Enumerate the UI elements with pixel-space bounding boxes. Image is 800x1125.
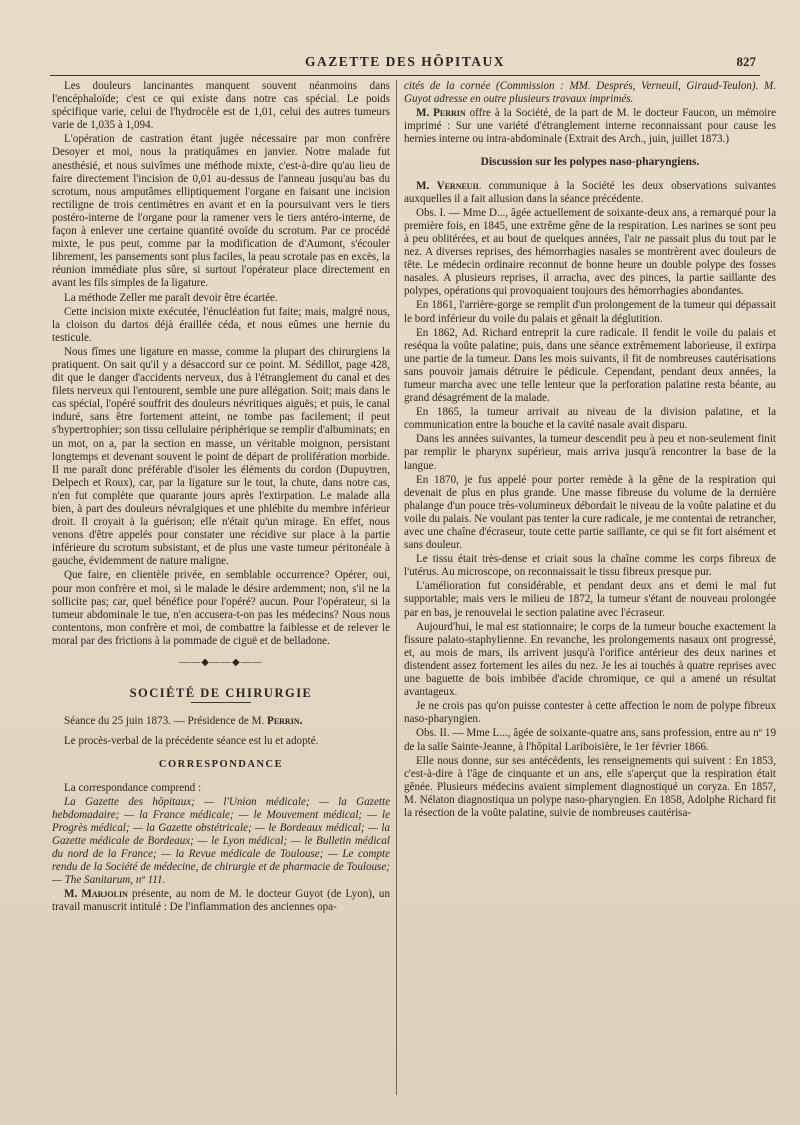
paragraph: Le procès-verbal de la précédente séance est lu et adopté. — [64, 735, 319, 748]
speaker-name: M. Perrin — [416, 107, 466, 120]
president-name: Perrin. — [267, 715, 303, 728]
paragraph: Cette incision mixte exécutée, l'énucléation fut faite; mais, malgré nous, la cloison du dartos déjà éraillée céda, et nous eûmes une hernie du testicule. — [52, 305, 390, 344]
paragraph: Nous fîmes une ligature en masse, comme la plupart des chirurgiens la pratiquent. On sait qu'il y a désaccord sur ce point. M. Sédillot, page 428, dit que le danger d'accidents nerveux, dus à l'étranglement du canal et des filets nerveux qui l'entourent, semble une pure allégation. Soit; mais dans le cas spécial, l'opéré souffrit des douleurs névritiques aiguës; et puis, le canal induré, sans être fortement atteint, ne tombe pas facilement; il peut s'hypertrophier; son tissu cellulaire périphérique se remplir d'albuminats; en un mot, on a, par la section en masse, un véritable moignon, persistant longtemps et devenant souvent le point de départ de prolifération morbide. Il me paraît donc préférable d'isoler les éléments du cordon (Dupuytren, Delpech et Roux), car, par la ligature sur le tout, la chute, dans notre cas, n'en fut complète que quarante jours après l'extirpation. Le malade alla bien, à part des douleurs névralgiques et une phlébite du membre inférieur droit. Il croyait à la guérison; elle n'était qu'un mirage. En effet, nous venons d'être appelés pour constater une récidive sur place à la partie inférieure du scrotum subsistant, et de plus une vaste tumeur péritonéale à gauche, évidemment de nature maligne. — [52, 345, 390, 568]
paragraph: L'opération de castration étant jugée nécessaire par mon confrère Desoyer et moi, nous la pratiquâmes en janvier. Notre malade fut anesthésié, et nous suivîmes une méthode mixte, c'est-à-dire qu'au lieu de faire directement l'incision de 0,01 au-dessus de l'anneau jusqu'au bas du scrotum, nous amputâmes elliptiquement l'organe en faisant une incision rectiligne de trois centimètres en avant et en la poursuivant vers le tiers postéro-interne de l'organe pour la ramener vers le tiers antéro-interne, de façon à enlever une certaine quantité ovoïde du scrotum. Par ce procédé mixte, le pus peut, comme par la modification de d'Aumont, s'écouler librement, les pansements sont plus faciles, la peau scrotale pas en excès, la réunion immédiate plus sûre, si surtout l'opérateur place directement en avant les fils simples de la ligature. — [52, 133, 390, 290]
session-line — [52, 715, 390, 728]
paragraph: En 1865, la tumeur arrivait au niveau de la division palatine, et la communication entre la bouche et la cavité nasale avait disparu. — [404, 406, 776, 432]
paragraph: Obs. I. — Mme D..., âgée actuellement de soixante-deux ans, a remarqué pour la première fois, en 1845, une extrême gêne de la respiration. Les narines se sont peu à peu oblitérées, et au bout de quelques années, l'air ne passait plus du tout par le nez. A diverses reprises, des hémorrhagies nasales se montrèrent avec douleurs de tête. Le médecin ordinaire reconnut de bonne heure un double polype des fosses nasales. A plusieurs reprises, il arracha, avec des pinces, la partie saillante des polypes, opérations qui provoquaient toujours des hémorrhagies abondantes. — [404, 206, 776, 298]
title-rule — [191, 702, 251, 703]
speaker-text: offre à la Société, de la part de M. le docteur Faucon, un mémoire imprimé : Sur une variété d'étranglement interne reconnaissant pour cause les hernies interne ou intra-abdominale (Extrait des Arch., juin, juillet 1873.) — [404, 107, 776, 146]
journal-list: La Gazette des hôpitaux; — l'Union médicale; — la Gazette hebdomadaire; — la France médicale; — le Mouvement médical; — le Progrès médical; — la Gazette obstétricale; — le Bordeaux médical; — la Gazette médicale de Bordeaux; — le Lyon médical; — le Bulletin médical du nord de la France; — la Revue médicale de Toulouse; — Le compte rendu de la Société de médecine, de chirurgie et de pharmacie de Toulouse; — The Sanitarum, nº 111. — [52, 795, 390, 887]
speaker-text: communique à la Société les deux observations suivantes auxquelles il a fait allusion dans la séance précédente. — [404, 179, 776, 205]
paragraph: cités de la cornée (Commission : MM. Després, Verneuil, Giraud-Teulon). M. Guyot adresse en outre plusieurs travaux imprimés. — [404, 80, 776, 106]
left-column — [52, 80, 390, 1105]
header-rule — [50, 75, 760, 76]
paragraph: Le tissu était très-dense et criait sous la chaîne comme les corps fibreux de l'utérus. Au microscope, on reconnaissait le tissu fibreux presque pur. — [404, 553, 776, 579]
paragraph: En 1862, Ad. Richard entreprit la cure radicale. Il fendit le voile du palais et reséqua la voûte palatine; puis, dans une séance extrêmement laborieuse, il extirpa une partie de la tumeur. Dans les mois suivants, il fit de nombreuses cautérisations sans pouvoir jamais détruire le pédicule. Cependant, pendant deux années, la tumeur marcha avec une telle lenteur que la perforation palatine resta béante, au grand désagrément de la malade. — [404, 326, 776, 405]
speaker-text: présente, au nom de M. le docteur Guyot (de Lyon), un travail manuscrit intitulé : De l'inflammation des anciennes opa- — [52, 888, 390, 914]
discussion-title: Discussion sur les polypes naso-pharyngiens. — [480, 156, 700, 169]
paragraph: L'amélioration fut considérable, et pendant deux ans et demi le mal fut supportable; mais vers le milieu de 1872, la tumeur s'étant de nouveau prolongée par en bas, je renouvelai le section palatine avec l'écraseur. — [404, 580, 776, 619]
paragraph: Dans les années suivantes, la tumeur descendit peu à peu et non-seulement finit par remplir le pharynx supérieur, mais arriva jusqu'à rencontrer la base de la langue. — [404, 433, 776, 472]
paragraph — [404, 180, 776, 206]
page-header — [50, 50, 760, 76]
column-divider — [396, 80, 397, 1095]
section-title: SOCIÉTÉ DE CHIRURGIE — [129, 686, 313, 701]
paragraph: Aujourd'hui, le mal est stationnaire; le corps de la tumeur bouche exactement la fissure palato-staphylienne. En revanche, les prolongements nasaux ont progressé, et, au mois de mars, ils arrivent jusqu'à l'orifice antérieur des deux narines et distendent assez fortement les ailes du nez. Je les ai touchés à quatre reprises avec une baguette de bois imbibée d'acide chromique, ce qui a amené un résultat avantageux. — [404, 620, 776, 699]
paragraph: Les douleurs lancinantes manquent souvent néanmoins dans l'encéphaloïde; c'est ce qui existe dans notre cas spécial. Le poids spécifique varie, celui de l'hydrocèle est de 1,01, celui des autres tumeurs varie de 1,035 à 1,094. — [52, 80, 390, 132]
speaker-name: M. Marjolin — [64, 888, 128, 901]
right-column — [404, 80, 776, 1105]
paragraph: Je ne crois pas qu'on puisse contester à cette affection le nom de polype fibreux naso-pharyngien. — [404, 700, 776, 726]
paragraph: La méthode Zeller me paraît devoir être écartée. — [64, 291, 278, 304]
subsection-title: CORRESPONDANCE — [158, 759, 284, 771]
paragraph: Obs. II. — Mme L..., âgée de soixante-quatre ans, sans profession, entre au nº 19 de la salle Sainte-Jeanne, à l'hôpital Lariboisière, le 1er février 1866. — [404, 727, 776, 753]
session-text: Séance du 25 juin 1873. — Présidence de M. — [64, 715, 265, 728]
paragraph: Elle nous donne, sur ses antécédents, les renseignements qui suivent : En 1853, c'est-à-dire à l'âge de cinquante et un ans, elle s'aperçut que la respiration était gênée. Plusieurs médecins avaient simplement diagnostiqué un coryza. En 1857, M. Nélaton diagnostiqua un polype naso-pharyngien. En 1858, Adolphe Richard fit la résection de la voûte palatine, suivie de nombreuses cautérisa- — [404, 754, 776, 819]
paragraph: En 1870, je fus appelé pour porter remède à la gêne de la respiration qui devenait de plus en plus grande. Une masse fibreuse du volume de la dernière phalange d'un pouce très-volumineux débordait le niveau de la voûte palatine et du voile du palais. Ne voulant pas tenter la cure radicale, je me contentai de retrancher, avec une chaîne d'écraseur, toute cette partie saillante, ce qui se fit fort aisément et sans douleur. — [404, 473, 776, 552]
paragraph: Que faire, en clientèle privée, en semblable occurrence? Opérer, oui, pour mon confrère et moi, si le malade le désire ardemment; non, s'il ne la sollicite pas; car, quel bénéfice pour l'opéré? aucun. Pour l'opérateur, si la tumeur abdominale le tue, n'en accusera-t-on pas les médecins? Nous nous contentons, mon confrère et moi, de combattre la faiblesse et de relever le moral par des frictions à la pommade de ciguë et de belladone. — [52, 569, 390, 647]
paragraph — [404, 107, 776, 146]
speaker-name: M. Verneuil — [416, 179, 482, 192]
paragraph: En 1861, l'arrière-gorge se remplit d'un prolongement de la tumeur qui dépassait le bord inférieur du voile du palais et gênait la déglutition. — [404, 299, 776, 325]
paragraph — [52, 888, 390, 914]
paragraph: La correspondance comprend : — [64, 781, 202, 794]
running-title: GAZETTE DES HÔPITAUX — [304, 54, 506, 69]
page-number: 827 — [736, 54, 756, 69]
ornamental-rule: ——◆——◆—— — [179, 657, 263, 669]
